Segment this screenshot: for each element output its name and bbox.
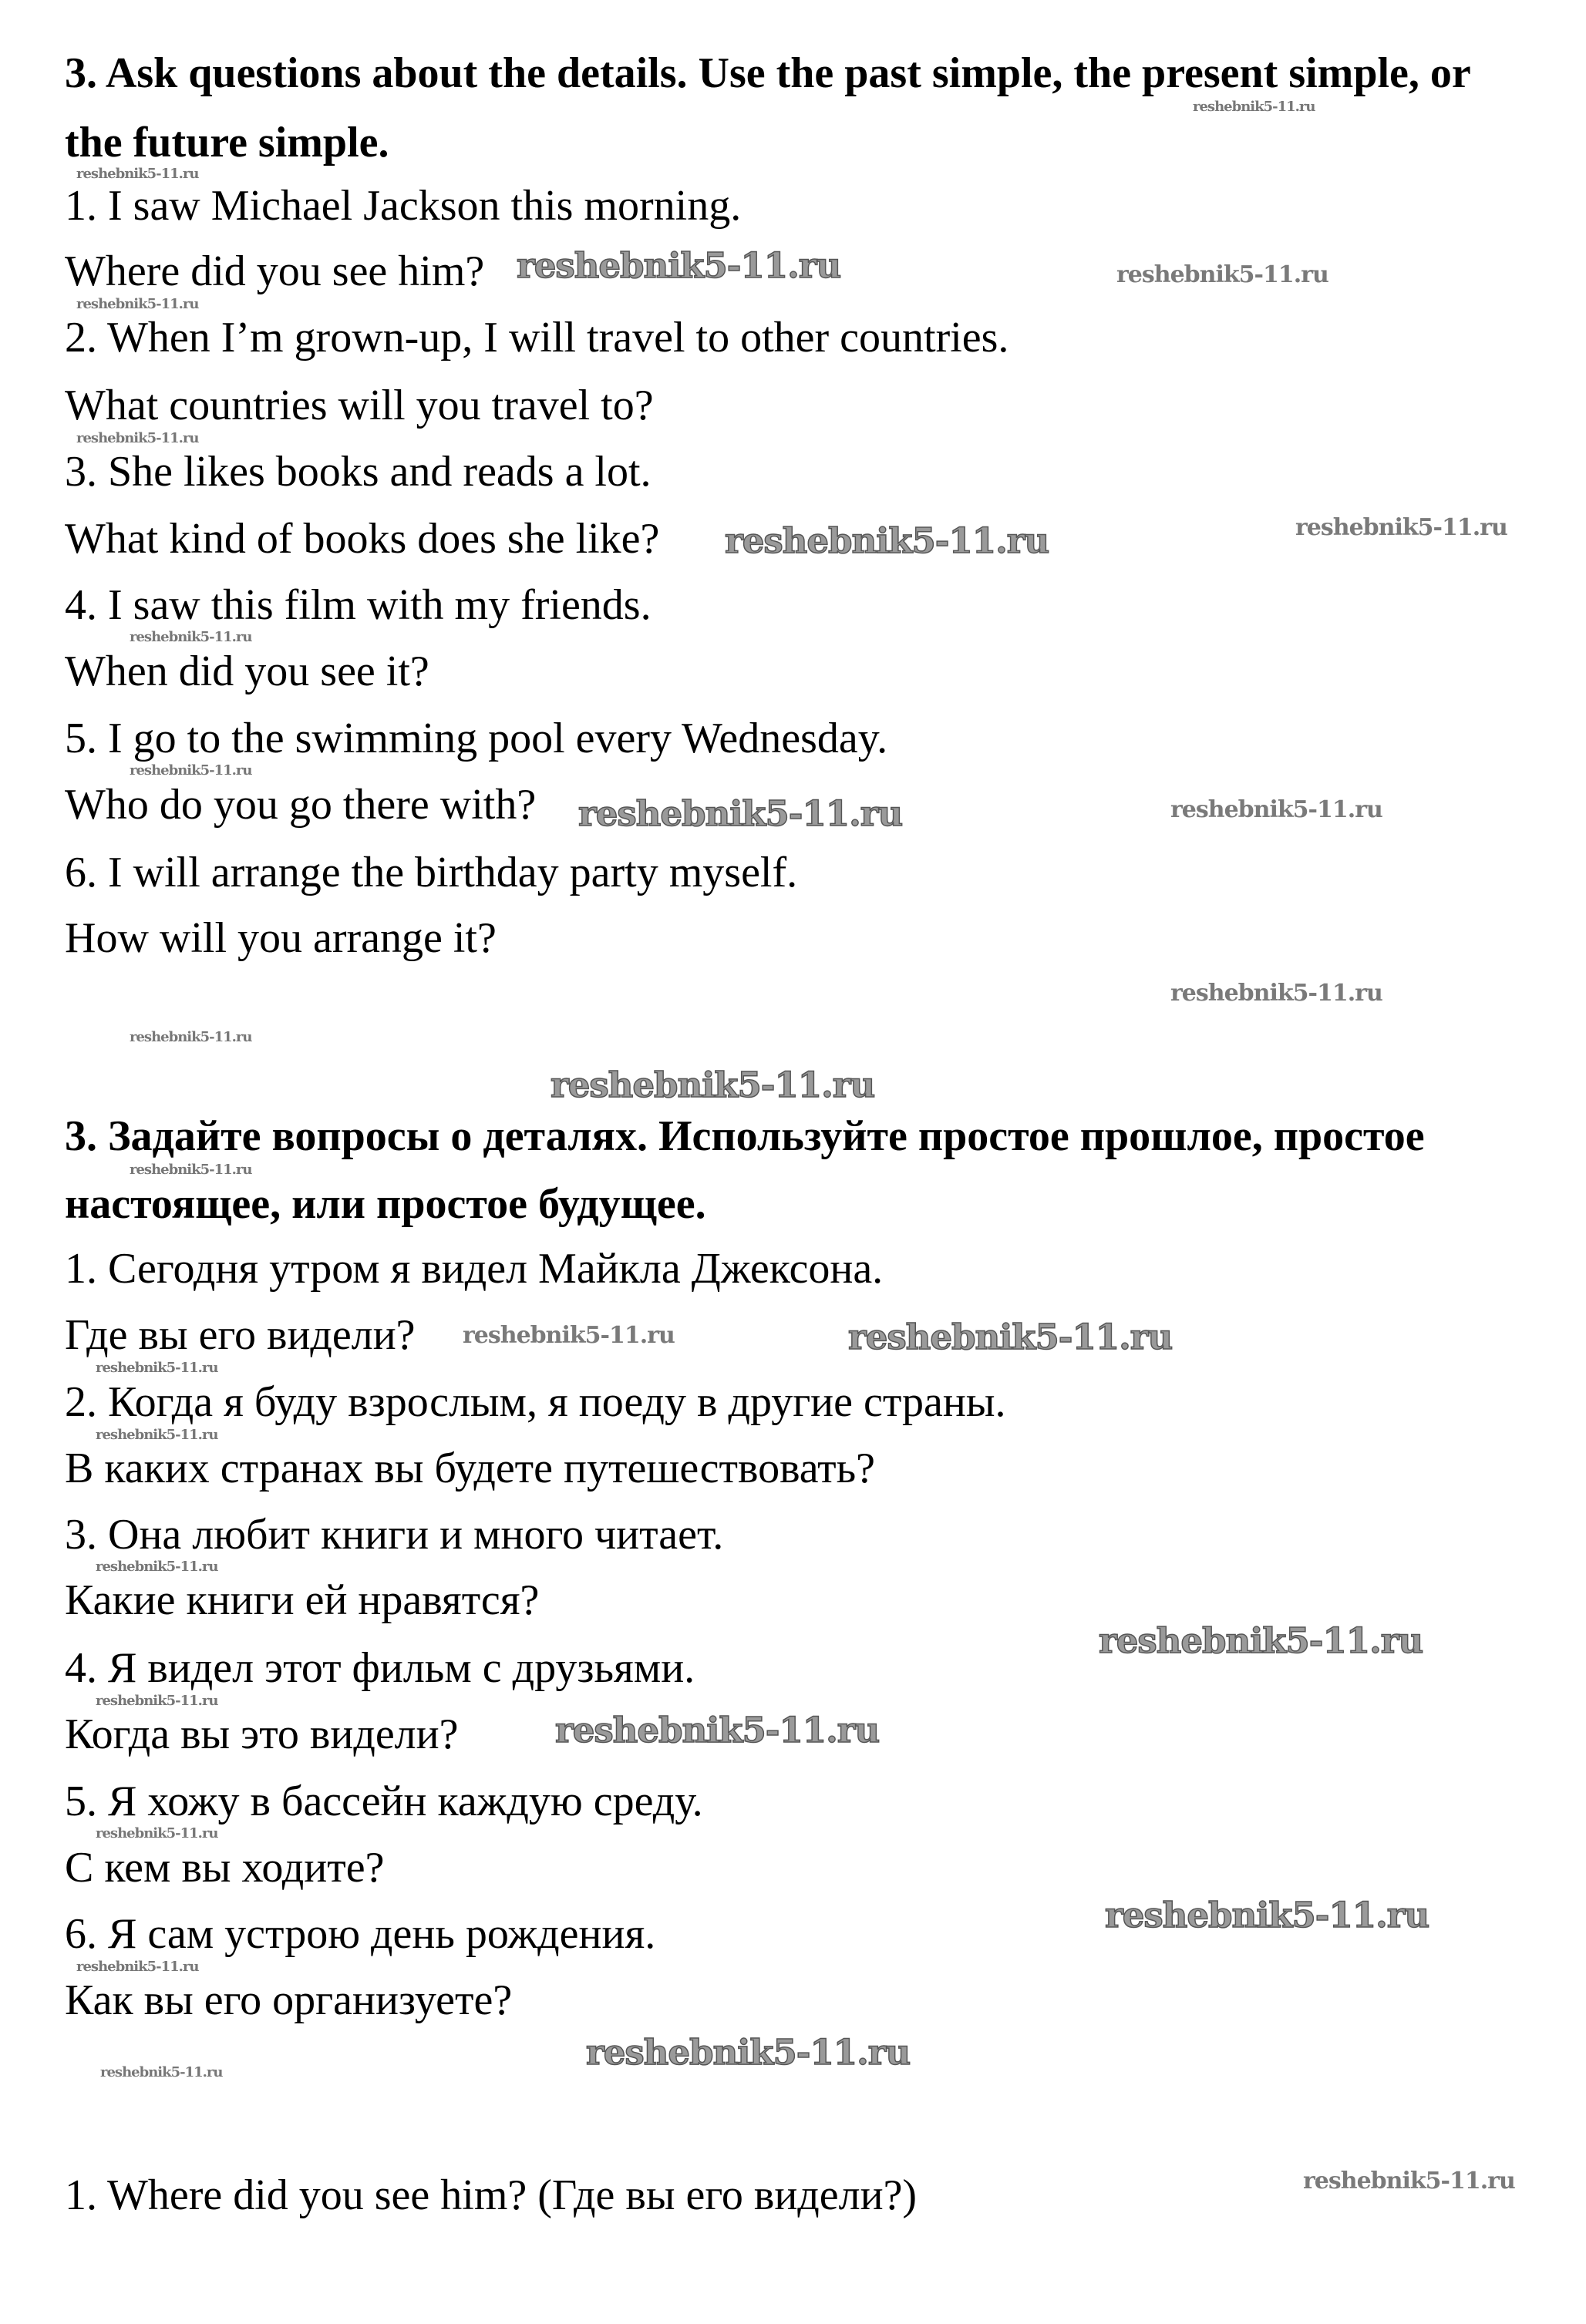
watermark: reshebnik5-11.ru [517, 245, 841, 286]
ru-question: Когда вы это видели? [65, 1710, 459, 1758]
watermark: reshebnik5-11.ru [586, 2032, 911, 2073]
watermark: reshebnik5-11.ru [1193, 99, 1315, 115]
watermark: reshebnik5-11.ru [96, 1825, 218, 1841]
watermark: reshebnik5-11.ru [725, 520, 1049, 561]
en-statement: 1. I saw Michael Jackson this morning. [65, 182, 742, 230]
ru-question: В каких странах вы будете путешествовать? [65, 1445, 876, 1492]
ru-statement: 2. Когда я буду взрослым, я поеду в другие страны. [65, 1378, 1006, 1426]
en-question: Who do you go there with? [65, 781, 537, 829]
ru-question: С кем вы ходите? [65, 1844, 385, 1892]
watermark: reshebnik5-11.ru [76, 430, 199, 446]
ru-statement: 3. Она любит книги и много читает. [65, 1511, 724, 1559]
en-question: What kind of books does she like? [65, 515, 660, 563]
watermark: reshebnik5-11.ru [130, 1029, 252, 1045]
ru-statement: 5. Я хожу в бассейн каждую среду. [65, 1777, 703, 1825]
ru-question: Как вы его организуете? [65, 1976, 513, 2024]
ru-statement: 1. Сегодня утром я видел Майкла Джексона. [65, 1245, 884, 1293]
english-heading-line1: 3. Ask questions about the details. Use the past simple, the present simple, or [65, 49, 1471, 97]
english-heading-line2: the future simple. [65, 119, 389, 166]
watermark: reshebnik5-11.ru [130, 762, 252, 779]
russian-heading-line1: 3. Задайте вопросы о деталях. Используйте простое прошлое, простое [65, 1112, 1425, 1160]
russian-heading-line2: настоящее, или простое будущее. [65, 1180, 706, 1228]
watermark: reshebnik5-11.ru [1099, 1620, 1423, 1661]
en-statement: 2. When I’m grown-up, I will travel to other countries. [65, 314, 1009, 362]
watermark: reshebnik5-11.ru [848, 1317, 1173, 1357]
watermark: reshebnik5-11.ru [1295, 514, 1507, 541]
watermark: reshebnik5-11.ru [578, 793, 903, 834]
watermark: reshebnik5-11.ru [96, 1427, 218, 1443]
ru-statement: 4. Я видел этот фильм с друзьями. [65, 1644, 695, 1692]
watermark: reshebnik5-11.ru [1170, 980, 1382, 1007]
watermark: reshebnik5-11.ru [96, 1693, 218, 1709]
watermark: reshebnik5-11.ru [100, 2064, 223, 2080]
watermark: reshebnik5-11.ru [130, 629, 252, 645]
ru-question: Где вы его видели? [65, 1311, 416, 1359]
en-question: How will you arrange it? [65, 914, 497, 962]
en-statement: 6. I will arrange the birthday party myself. [65, 849, 798, 896]
watermark: reshebnik5-11.ru [551, 1064, 875, 1105]
watermark: reshebnik5-11.ru [1116, 261, 1328, 288]
en-question: Where did you see him? [65, 247, 485, 295]
watermark: reshebnik5-11.ru [96, 1559, 218, 1575]
answer-line: 1. Where did you see him? (Где вы его видели?) [65, 2171, 918, 2219]
watermark: reshebnik5-11.ru [96, 1360, 218, 1376]
watermark: reshebnik5-11.ru [130, 1162, 252, 1178]
en-statement: 5. I go to the swimming pool every Wednesday. [65, 715, 888, 762]
ru-statement: 6. Я сам устрою день рождения. [65, 1910, 656, 1958]
watermark: reshebnik5-11.ru [76, 166, 199, 182]
watermark: reshebnik5-11.ru [555, 1710, 880, 1751]
watermark: reshebnik5-11.ru [76, 1959, 199, 1975]
en-question: When did you see it? [65, 647, 429, 695]
en-statement: 4. I saw this film with my friends. [65, 581, 652, 629]
watermark: reshebnik5-11.ru [463, 1322, 675, 1349]
watermark: reshebnik5-11.ru [1303, 2168, 1515, 2195]
watermark: reshebnik5-11.ru [1105, 1895, 1429, 1936]
en-question: What countries will you travel to? [65, 382, 654, 429]
watermark: reshebnik5-11.ru [1170, 796, 1382, 823]
ru-question: Какие книги ей нравятся? [65, 1576, 540, 1624]
en-statement: 3. She likes books and reads a lot. [65, 448, 652, 496]
watermark: reshebnik5-11.ru [76, 296, 199, 312]
